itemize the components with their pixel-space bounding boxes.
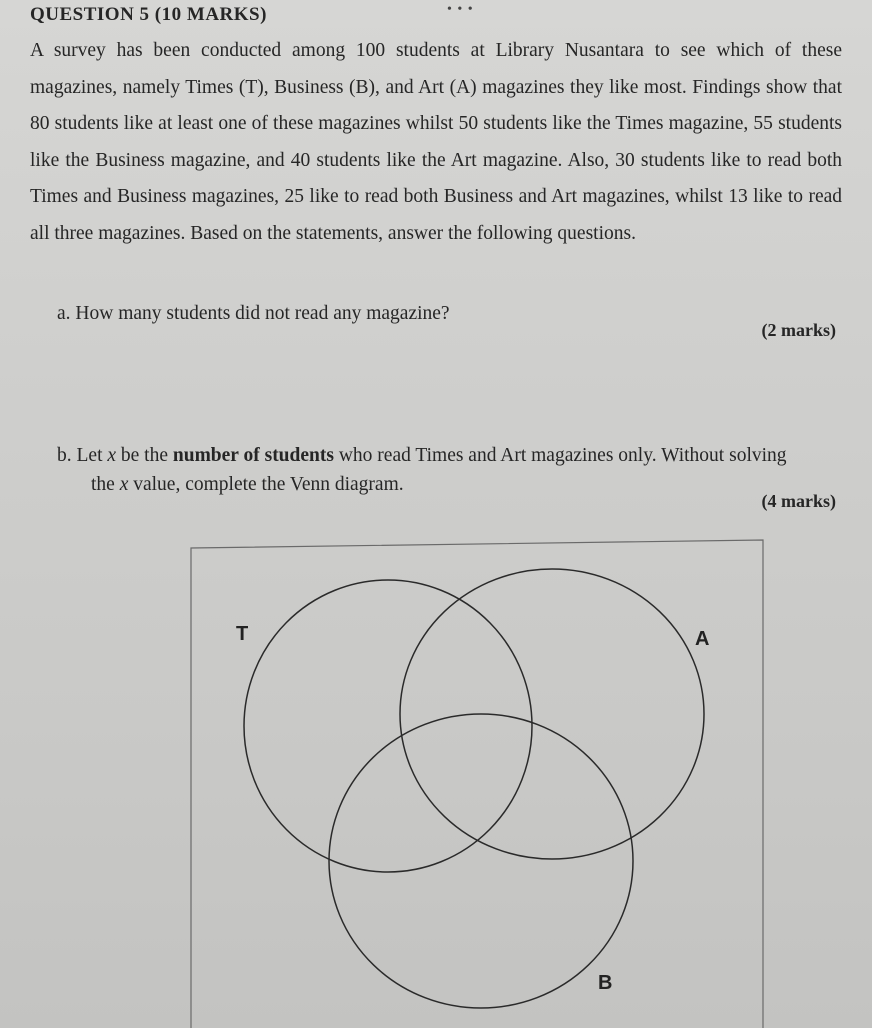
part-b-marks: (4 marks) [761,491,836,511]
label-business: B [598,972,613,994]
part-b-line2-rest: value, complete the Venn diagram. [128,474,404,495]
part-b-prefix: b. Let [57,445,108,466]
universal-set-box [191,540,763,1028]
art-circle [400,569,704,859]
part-b-bold-phrase: number of students [172,445,334,466]
part-a-marks: (2 marks) [761,320,836,340]
part-b-variable: x [107,445,117,466]
business-circle [329,714,633,1008]
times-circle [244,580,532,872]
part-b-rest: who read Times and Art magazines only. Without solving [333,445,787,466]
part-b-line2-variable: x [119,474,129,495]
label-times: T [236,623,249,645]
part-b-line2-pre: the [91,474,120,495]
label-art: A [695,628,710,650]
part-b-mid: be the [116,445,173,466]
part-a-question: a. How many students did not read any magazine? [57,303,450,324]
question-paragraph: A survey has been conducted among 100 students at Library Nusantara to see which of these magazines, namely Times (T), Business (B), and Art (A) magazines they like most. Findings show that 80 students like at least one of these magazines whilst 50 students like the Times magazine, 55 students like the Business magazine, and 40 students like the Art magazine. Also, 30 students like to read both Times and Business magazines, 25 like to read both Business and Art magazines, whilst 13 like to read all three magazines. Based on the statements, answer the following questions. [30,40,842,244]
dots-mark: • • • [447,2,474,17]
question-heading: QUESTION 5 (10 MARKS) [30,4,267,25]
